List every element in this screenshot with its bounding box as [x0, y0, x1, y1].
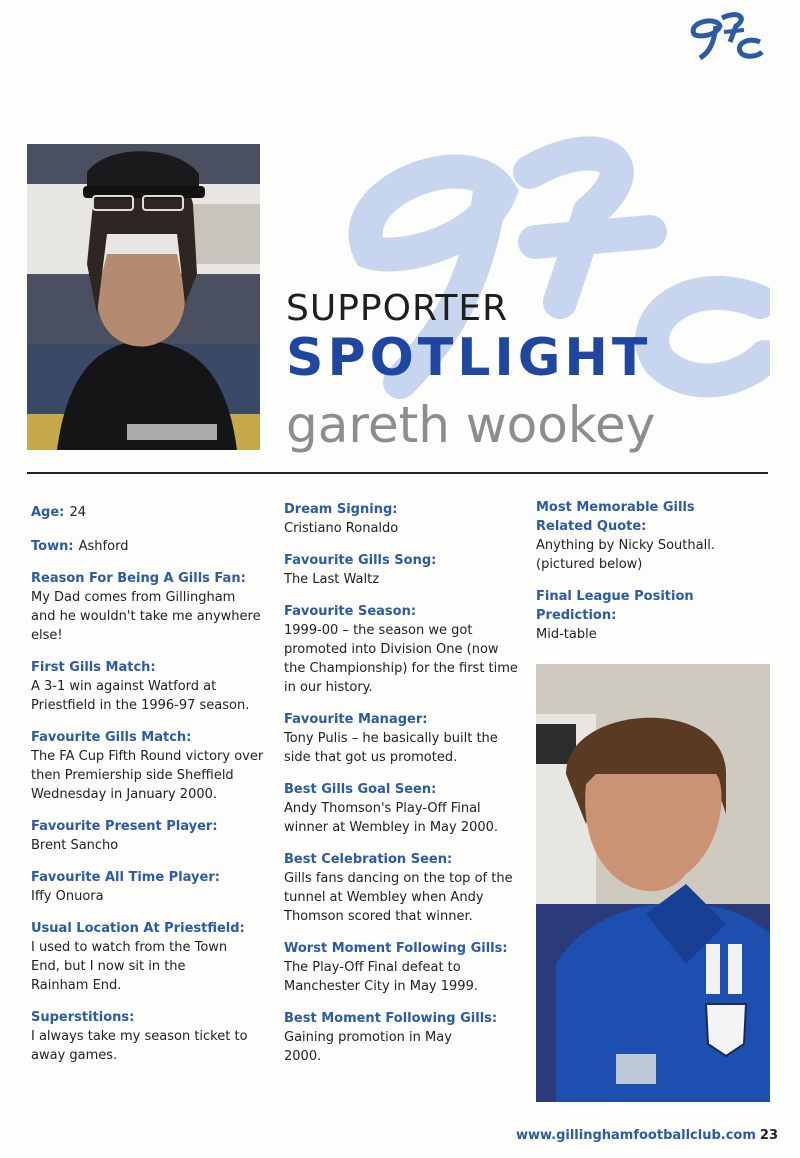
footer [516, 1128, 778, 1143]
best-moment-entry [284, 1009, 524, 1066]
quote-line: Anything by Nicky Southall. [536, 538, 715, 553]
divider [27, 472, 768, 474]
present-player-label: Favourite Present Player: [31, 819, 218, 834]
dream-signing-entry [284, 500, 524, 538]
worst-moment-line: The Play-Off Final defeat to [284, 960, 461, 975]
superstitions-label: Superstitions: [31, 1010, 135, 1025]
celebration-entry [284, 850, 524, 926]
prediction-entry [536, 587, 776, 644]
manager-entry [284, 710, 524, 767]
superstitions-line: I always take my season ticket to [31, 1029, 248, 1044]
reason-entry [31, 569, 271, 645]
manager-label: Favourite Manager: [284, 712, 428, 727]
column-3 [536, 498, 776, 657]
first-match-entry [31, 658, 271, 715]
website-link[interactable]: www.gillinghamfootballclub.com [515, 1128, 756, 1143]
favourite-match-line: The FA Cup Fifth Round victory over [31, 749, 264, 764]
season-entry [284, 602, 524, 697]
worst-moment-entry [284, 939, 524, 996]
favourite-match-line: then Premiership side Sheffield [31, 768, 234, 783]
superstitions-entry [31, 1008, 271, 1065]
prediction-label: Prediction: [536, 608, 617, 623]
favourite-match-entry [31, 728, 271, 804]
quote-label: Related Quote: [536, 519, 647, 534]
celebration-line: Gills fans dancing on the top of the [284, 871, 513, 886]
location-label: Usual Location At Priestfield: [31, 921, 245, 936]
age-entry [31, 501, 271, 522]
dream-signing-label: Dream Signing: [284, 502, 398, 517]
celebration-line: tunnel at Wembley when Andy [284, 890, 484, 905]
season-line: in our history. [284, 680, 373, 695]
song-value: The Last Waltz [284, 572, 380, 587]
season-line: 1999-00 – the season we got [284, 623, 473, 638]
season-line: the Championship) for the first time [284, 661, 518, 676]
title-spotlight: SPOTLIGHT [286, 328, 652, 388]
column-2 [284, 500, 524, 1079]
reason-label: Reason For Being A Gills Fan: [31, 571, 246, 586]
goal-line: Andy Thomson's Play-Off Final [284, 801, 481, 816]
reason-line: else! [31, 628, 63, 643]
prediction-label: Final League Position [536, 589, 694, 604]
first-match-label: First Gills Match: [31, 660, 156, 675]
goal-line: winner at Wembley in May 2000. [284, 820, 499, 835]
song-label: Favourite Gills Song: [284, 553, 437, 568]
player-photo [536, 664, 770, 1102]
reason-line: My Dad comes from Gillingham [31, 590, 236, 605]
alltime-player-label: Favourite All Time Player: [31, 870, 220, 885]
location-line: Rainham End. [31, 978, 122, 993]
alltime-player-entry [31, 868, 271, 906]
manager-line: Tony Pulis – he basically built the [284, 731, 498, 746]
first-match-line: A 3-1 win against Watford at [31, 679, 217, 694]
location-entry [31, 919, 271, 995]
location-line: End, but I now sit in the [31, 959, 186, 974]
club-logo [686, 12, 766, 62]
best-moment-label: Best Moment Following Gills: [284, 1011, 498, 1026]
town-label: Town: [31, 539, 74, 554]
manager-line: side that got us promoted. [284, 750, 458, 765]
age-value: 24 [69, 505, 87, 520]
celebration-line: Thomson scored that winner. [284, 909, 473, 924]
supporter-photo [27, 144, 260, 450]
superstitions-line: away games. [31, 1048, 118, 1063]
best-moment-line: Gaining promotion in May [284, 1030, 452, 1045]
reason-line: and he wouldn't take me anywhere [31, 609, 261, 624]
celebration-label: Best Celebration Seen: [284, 852, 453, 867]
quote-label: Most Memorable Gills [536, 500, 695, 515]
worst-moment-line: Manchester City in May 1999. [284, 979, 478, 994]
present-player-value: Brent Sancho [31, 838, 119, 853]
prediction-value: Mid-table [536, 627, 597, 642]
town-entry [31, 535, 271, 556]
favourite-match-label: Favourite Gills Match: [31, 730, 192, 745]
alltime-player-value: Iffy Onuora [31, 889, 104, 904]
town-value: Ashford [78, 539, 129, 554]
worst-moment-label: Worst Moment Following Gills: [284, 941, 508, 956]
goal-label: Best Gills Goal Seen: [284, 782, 437, 797]
best-moment-line: 2000. [284, 1049, 322, 1064]
quote-entry [536, 498, 776, 574]
song-entry [284, 551, 524, 589]
title-supporter: SUPPORTER [286, 288, 509, 329]
season-line: promoted into Division One (now [284, 642, 499, 657]
page-number: 23 [759, 1128, 778, 1143]
present-player-entry [31, 817, 271, 855]
dream-signing-value: Cristiano Ronaldo [284, 521, 399, 536]
age-label: Age: [31, 505, 65, 520]
quote-line: (pictured below) [536, 557, 643, 572]
goal-entry [284, 780, 524, 837]
favourite-match-line: Wednesday in January 2000. [31, 787, 218, 802]
season-label: Favourite Season: [284, 604, 417, 619]
column-1 [31, 501, 271, 1078]
supporter-name: gareth wookey [286, 396, 656, 454]
location-line: I used to watch from the Town [31, 940, 228, 955]
first-match-line: Priestfield in the 1996-97 season. [31, 698, 250, 713]
